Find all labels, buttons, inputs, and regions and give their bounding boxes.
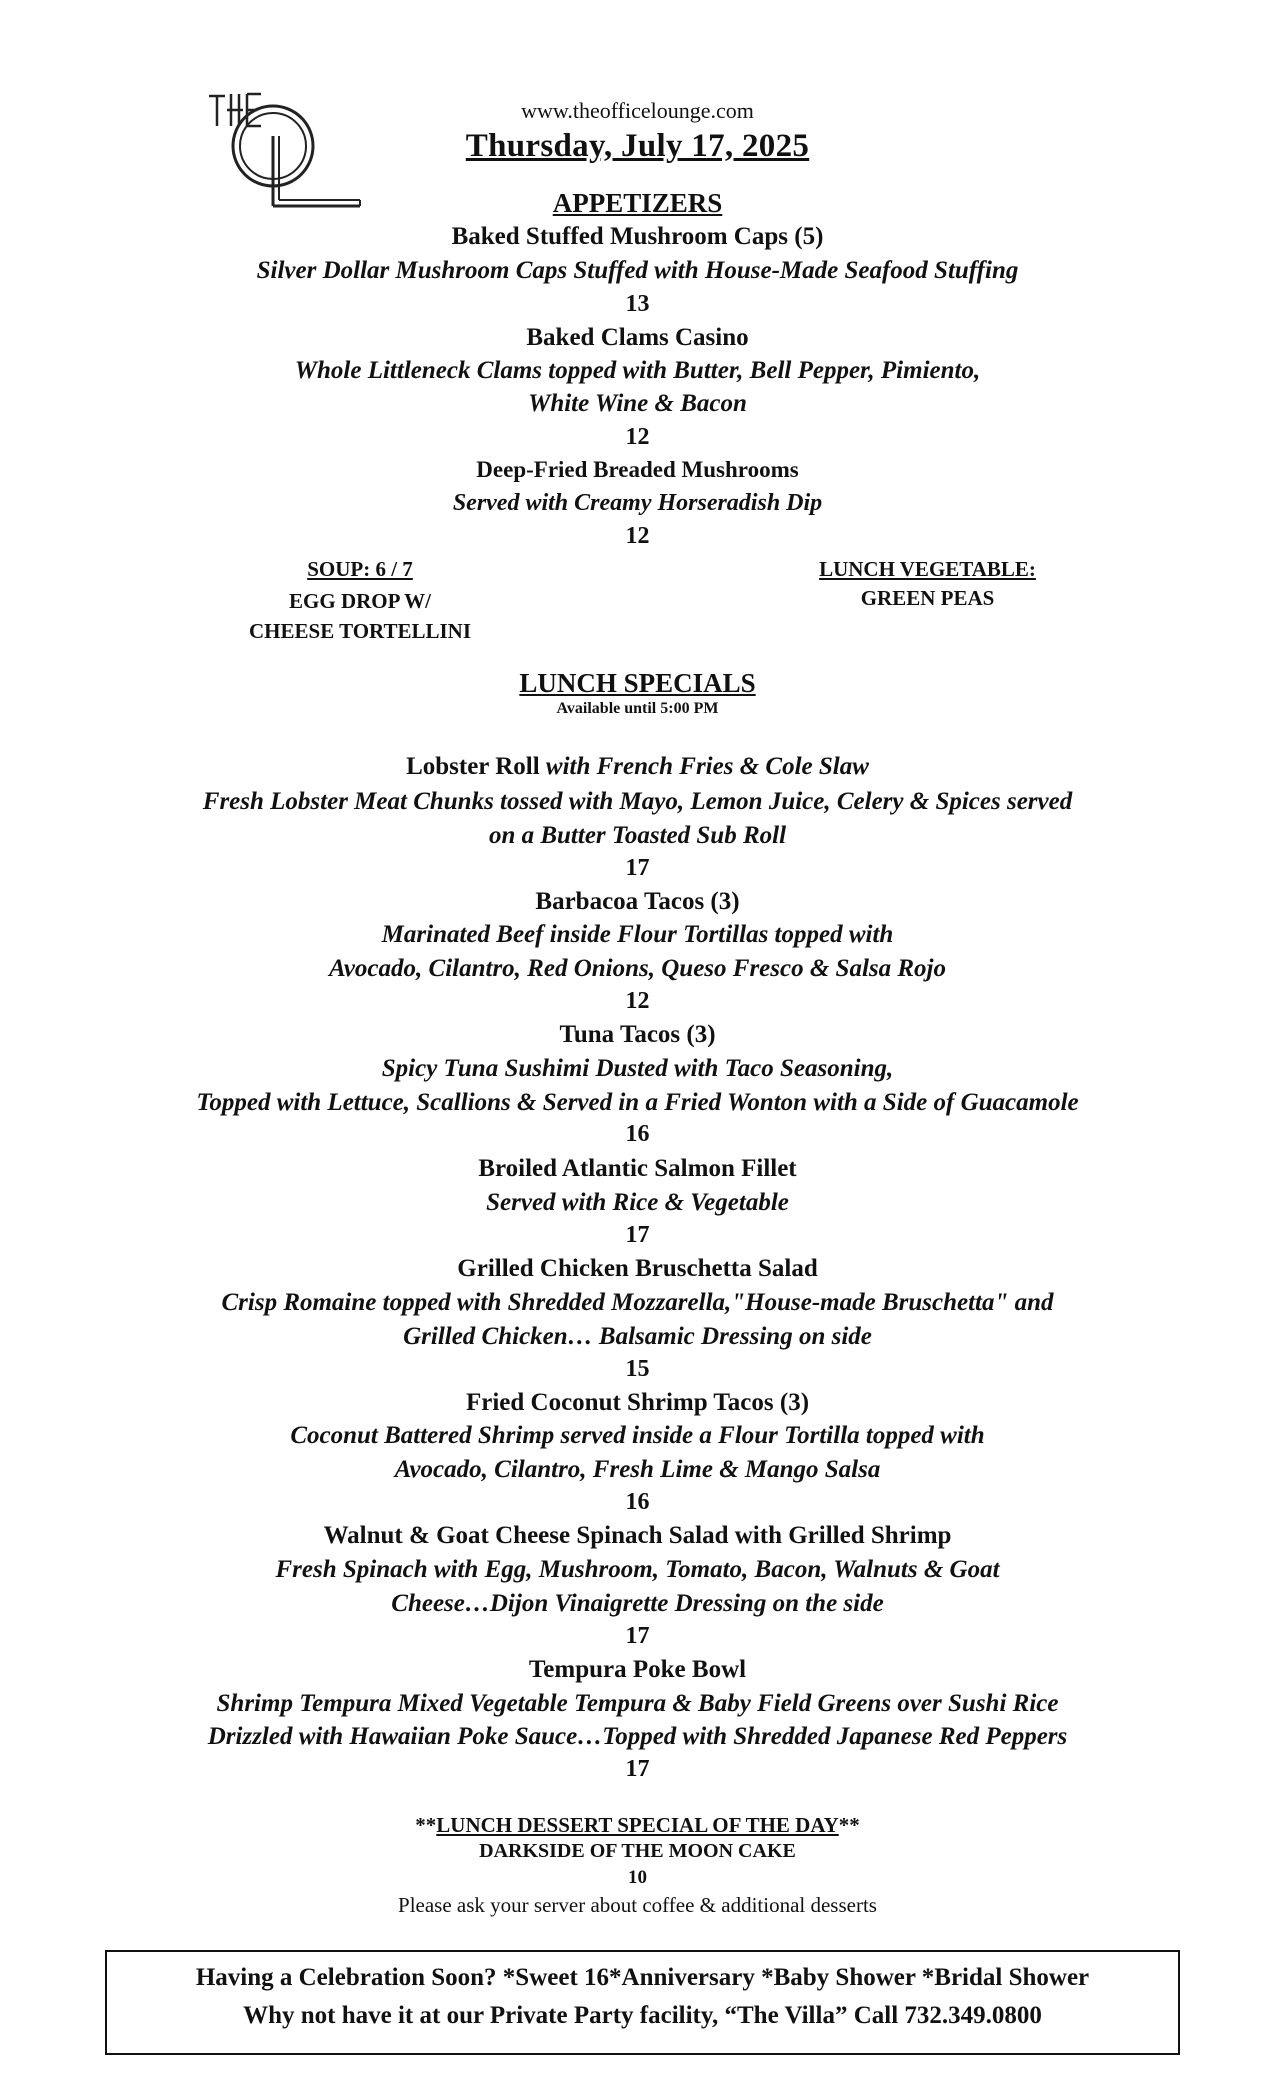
appetizer-description: Served with Creamy Horseradish Dip — [452, 490, 823, 516]
dessert-note: Please ask your server about coffee & additional desserts — [398, 1893, 877, 1917]
special-name: Fried Coconut Shrimp Tacos (3) — [465, 1389, 810, 1416]
special-description: Avocado, Cilantro, Red Onions, Queso Fresco & Salsa Rojo — [329, 955, 946, 982]
website-url: www.theofficelounge.com — [521, 98, 754, 123]
special-description: on a Butter Toasted Sub Roll — [488, 822, 787, 849]
appetizer-price: 12 — [625, 424, 650, 450]
celebration-line: Why not have it at our Private Party facility, “The Villa” Call 732.349.0800 — [243, 2002, 1042, 2029]
appetizer-name: Deep-Fried Breaded Mushrooms — [476, 457, 799, 482]
soup-label: SOUP: 6 / 7 — [307, 557, 413, 581]
appetizer-description: Whole Littleneck Clams topped with Butter, Bell Pepper, Pimiento, — [294, 357, 981, 384]
appetizer-name: Baked Clams Casino — [526, 324, 749, 351]
special-description: Fresh Spinach with Egg, Mushroom, Tomato, Bacon, Walnuts & Goat — [275, 1556, 1000, 1583]
vegetable-label: LUNCH VEGETABLE: — [819, 557, 1036, 581]
soup-line: EGG DROP W/ — [289, 589, 431, 613]
special-description: Drizzled with Hawaiian Poke Sauce…Topped with Shredded Japanese Red Peppers — [207, 1723, 1068, 1750]
special-description: Grilled Chicken… Balsamic Dressing on side — [403, 1323, 872, 1350]
special-price: 17 — [625, 1756, 650, 1782]
soup-of-the-day — [225, 557, 495, 646]
special-description: Fresh Lobster Meat Chunks tossed with Mayo, Lemon Juice, Celery & Spices served — [202, 788, 1073, 815]
special-price: 15 — [625, 1356, 650, 1382]
special-description: Coconut Battered Shrimp served inside a Flour Tortilla topped with — [290, 1422, 985, 1449]
menu-date: Thursday, July 17, 2025 — [465, 128, 810, 164]
dessert-title: LUNCH DESSERT SPECIAL OF THE DAY — [436, 1813, 839, 1837]
dessert-suffix: ** — [838, 1813, 860, 1837]
special-description: Served with Rice & Vegetable — [486, 1189, 789, 1216]
celebration-line: Having a Celebration Soon? *Sweet 16*Anniversary *Baby Shower *Bridal Shower — [195, 1964, 1090, 1991]
appetizer-price: 13 — [625, 291, 650, 317]
appetizer-description: Silver Dollar Mushroom Caps Stuffed with House-Made Seafood Stuffing — [256, 257, 1019, 284]
special-price: 16 — [625, 1489, 650, 1515]
special-name: Tempura Poke Bowl — [528, 1656, 747, 1683]
appetizer-name: Baked Stuffed Mushroom Caps (5) — [451, 223, 824, 250]
special-name: Grilled Chicken Bruschetta Salad — [457, 1255, 818, 1282]
appetizers-heading: APPETIZERS — [552, 188, 723, 218]
special-description: Marinated Beef inside Flour Tortillas topped with — [381, 921, 894, 948]
private-party-banner — [105, 1950, 1180, 2055]
special-price: 12 — [625, 988, 650, 1014]
dessert-price: 10 — [628, 1867, 647, 1888]
special-price: 17 — [625, 1222, 650, 1248]
soup-line: CHEESE TORTELLINI — [249, 619, 471, 643]
special-name-main: Lobster Roll — [406, 753, 540, 780]
appetizer-description: White Wine & Bacon — [528, 390, 747, 417]
special-name: Tuna Tacos (3) — [559, 1021, 716, 1048]
dessert-name: DARKSIDE OF THE MOON CAKE — [479, 1840, 796, 1862]
special-name: Barbacoa Tacos (3) — [535, 888, 740, 915]
special-price: 17 — [625, 1623, 650, 1649]
special-name — [0, 753, 1275, 781]
special-price: 17 — [625, 855, 650, 881]
special-description: Spicy Tuna Sushimi Dusted with Taco Seasoning, — [381, 1055, 894, 1082]
special-price: 16 — [625, 1121, 650, 1147]
special-name: Broiled Atlantic Salmon Fillet — [478, 1155, 797, 1182]
vegetable-value: GREEN PEAS — [860, 586, 995, 610]
dessert-prefix: ** — [415, 1813, 437, 1837]
lunch-specials-heading: LUNCH SPECIALS — [519, 668, 756, 698]
appetizer-price: 12 — [625, 523, 650, 549]
lunch-specials-availability: Available until 5:00 PM — [556, 700, 719, 717]
special-description: Topped with Lettuce, Scallions & Served in a Fried Wonton with a Side of Guacamole — [196, 1089, 1079, 1116]
special-name: Walnut & Goat Cheese Spinach Salad with Grilled Shrimp — [323, 1522, 952, 1549]
special-description: Avocado, Cilantro, Fresh Lime & Mango Salsa — [394, 1456, 881, 1483]
special-description: Cheese…Dijon Vinaigrette Dressing on the side — [391, 1590, 884, 1617]
special-description: Shrimp Tempura Mixed Vegetable Tempura & Baby Field Greens over Sushi Rice — [216, 1690, 1059, 1717]
lunch-vegetable — [790, 557, 1065, 611]
special-name-suffix: with French Fries & Cole Slaw — [539, 753, 869, 780]
special-description: Crisp Romaine topped with Shredded Mozzarella,"House-made Bruschetta" and — [221, 1289, 1054, 1316]
dessert-heading — [0, 1813, 1275, 1838]
